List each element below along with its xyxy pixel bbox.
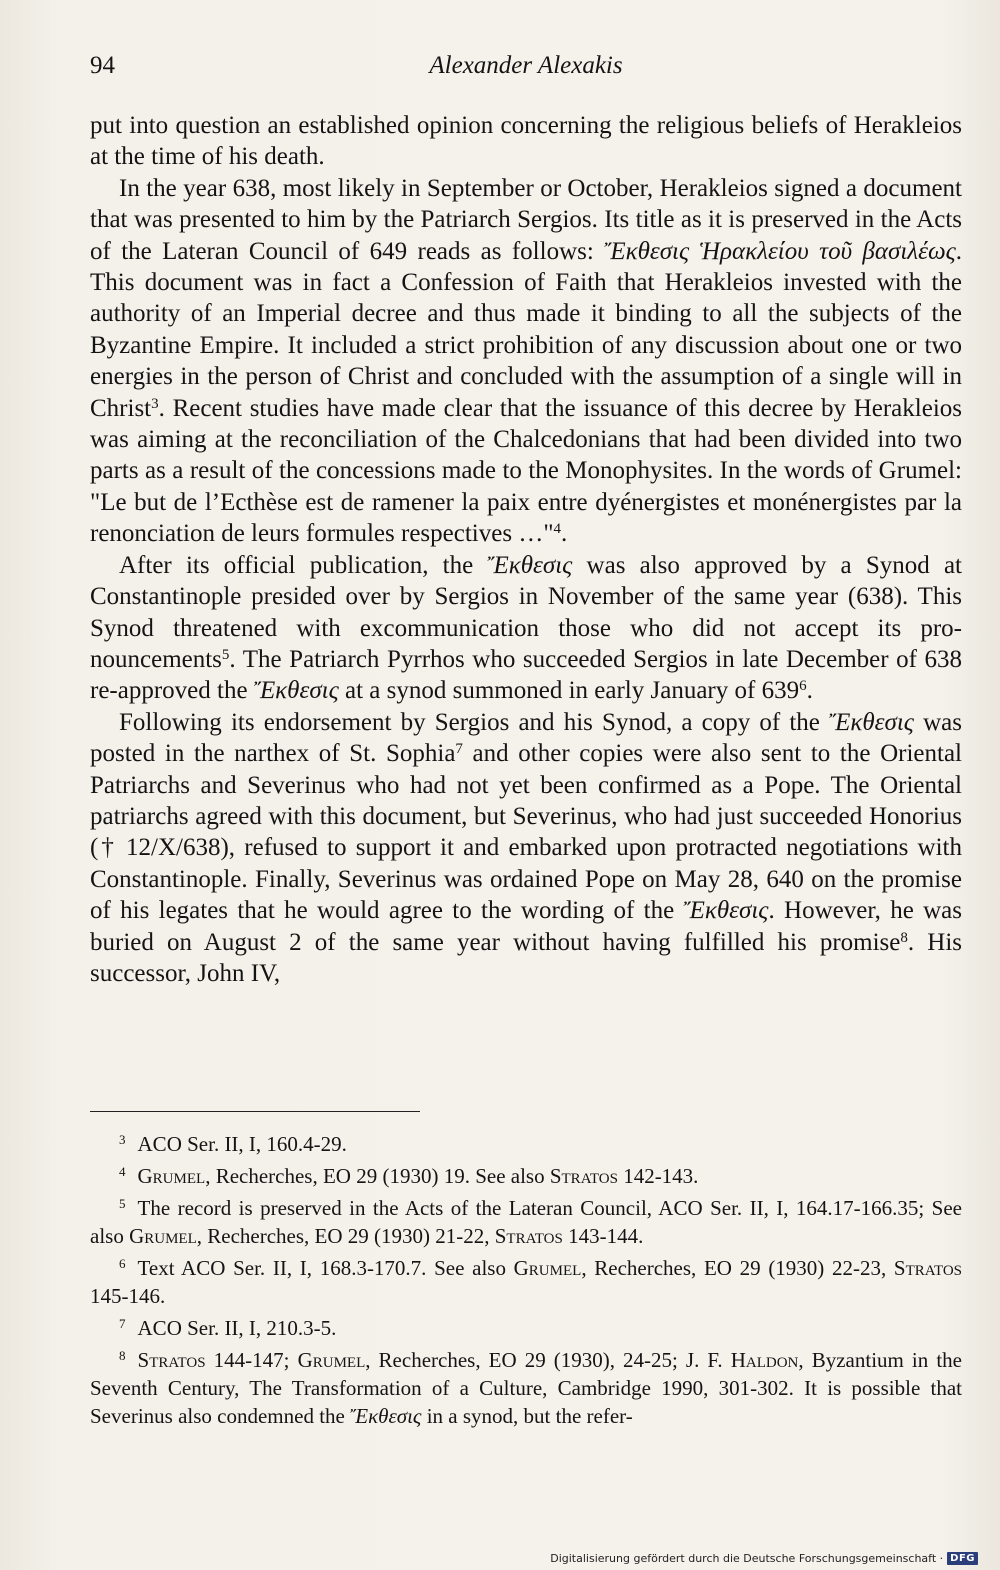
dfg-logo-icon: DFG	[947, 1552, 978, 1565]
greek-term: Ἔκθεσις	[683, 897, 769, 925]
footnote-text: 142-143.	[617, 1164, 699, 1188]
greek-term: Ἔκθεσις	[253, 677, 339, 705]
footnote-text: 143-144.	[562, 1224, 644, 1248]
author-name: Grumel	[297, 1348, 366, 1372]
footnote-number: 8	[119, 1347, 126, 1363]
author-name: Grumel	[129, 1224, 197, 1248]
text-run: put into question an established opinion concerning the religious beliefs of Herakleios at the time of his death.	[90, 112, 962, 171]
text-run: After its official publication, the	[119, 551, 488, 579]
text-run: and other copies were also sent to the Oriental Patriarchs and Severinus who had not yet been confirmed as a Pope. The Oriental patriarchs agreed with this document, but Severinus, who had just succeeded Honorius († 12/X/638), refused to support it and embarked upon protracted negotiations with Constantinople. Finally, Severinus was ordained Pope on May 28, 640 on the promise of his legates that he would agree to the wording of the	[90, 740, 963, 925]
paragraph-3	[90, 550, 962, 707]
text-run: In the year 638, most likely in September or October, Herakleios signed a document that was presented to him by the Patriarch Sergios. Its title as it is preserved in the Acts of the Lateran Council of 649 reads as follows:	[90, 174, 962, 265]
paragraph-1	[90, 110, 962, 173]
footnote-number: 5	[119, 1195, 126, 1211]
text-run: was also approved by a Synod at Constantinople presided over by Sergios in November of the same year (638). This Synod threatened with excommunication those who did not accept its pronouncements	[90, 551, 962, 673]
footnote-8	[90, 1346, 962, 1430]
greek-term: Ἔκθεσις	[350, 1404, 422, 1428]
footnote-3	[90, 1130, 962, 1158]
paragraph-4	[90, 707, 962, 990]
footnote-text: , Recherches, EO 29 (1930) 22-23,	[581, 1256, 894, 1280]
footnote-number: 4	[119, 1163, 126, 1179]
text-run: . The Patriarch Pyrrhos who succeeded Sergios in late December of 638 re-approved the	[90, 645, 962, 705]
footnote-text: , Recherches, EO 29 (1930), 24-25; J. F.	[365, 1348, 731, 1372]
footnote-ref[interactable]: 3	[151, 395, 159, 412]
text-run: at a synod summoned in early January of 639	[338, 677, 800, 705]
paragraph-2	[90, 173, 962, 550]
footnote-text: Text ACO Ser. II, I, 168.3-170.7. See also	[137, 1256, 514, 1280]
running-head-author: Alexander Alexakis	[429, 52, 623, 79]
author-name: Stratos	[494, 1224, 563, 1248]
author-name: Stratos	[893, 1256, 963, 1280]
footnote-text: ACO Ser. II, I, 210.3-5.	[137, 1316, 337, 1340]
footnote-ref[interactable]: 6	[799, 678, 807, 695]
footnote-4	[90, 1162, 962, 1190]
footnote-text: , Recherches, EO 29 (1930) 21-22,	[196, 1224, 495, 1248]
footnote-text: The record is preserved in the Acts of the Lateran Council, ACO Ser. II, I, 164.17-166.35; See also	[90, 1196, 962, 1248]
author-name: Stratos	[137, 1348, 206, 1372]
text-run: .	[806, 677, 813, 705]
page-number: 94	[90, 52, 115, 79]
footnote-text: ACO Ser. II, I, 160.4-29.	[137, 1132, 347, 1156]
footnote-5	[90, 1194, 962, 1250]
footnote-text: , Recherches, EO 29 (1930) 19. See also	[205, 1164, 550, 1188]
footnote-text: 144-147;	[205, 1348, 298, 1372]
footnote-ref[interactable]: 5	[221, 646, 230, 663]
footnote-text: in a synod, but the refer-	[421, 1404, 633, 1428]
text-run: Following its endorsement by Sergios and his Synod, a copy of the	[119, 708, 830, 736]
footnote-text: 145-146.	[90, 1284, 166, 1308]
footnote-number: 3	[119, 1131, 126, 1147]
footnote-number: 7	[119, 1315, 126, 1331]
footnote-ref[interactable]: 4	[553, 521, 562, 538]
footnote-ref[interactable]: 8	[900, 929, 908, 946]
text-run: . This document was in fact a Confession of Faith that Herakleios invested with the authority of an Imperial decree and thus made it binding to all the subjects of the Byzantine Empire. It included a strict prohibition of any discussion about one or two energies in the person of Christ and concluded with the assumption of a single will in Christ	[90, 237, 963, 422]
footnote-6	[90, 1254, 962, 1310]
author-name: Grumel	[513, 1256, 582, 1280]
text-run: was posted in the narthex of St. Sophia	[90, 708, 962, 768]
footnote-7	[90, 1314, 962, 1342]
text-run: . However, he was buried on August 2 of the same year without having fulfilled his promise	[90, 897, 962, 956]
footnote-ref[interactable]: 7	[455, 740, 463, 757]
digitization-credit	[550, 1552, 978, 1565]
text-run: .	[561, 520, 568, 548]
footnote-text: , Byzantium in the Seventh Century, The Transformation of a Culture, Cambridge 1990, 301-302. It is possible that Severinus also condemned the	[90, 1348, 962, 1428]
greek-term: Ἔκθεσις	[487, 551, 573, 579]
credit-text: Digitalisierung gefördert durch die Deutsche Forschungsgemeinschaft ·	[550, 1552, 944, 1565]
text-run: . Recent studies have made clear that the issuance of this decree by Herakleios was aiming at the reconciliation of the Chalcedonians that had been divided into two parts as a result of the concessions made to the Monophysites. In the words of Grumel: "Le but de l’Ecthèse est de ramener la paix entre dyénergistes et monénergistes par la renonciation de leurs formules respectives …"	[90, 394, 962, 548]
footnotes	[90, 1130, 962, 1434]
text-run: . His successor, John IV,	[90, 928, 962, 987]
running-head	[90, 52, 962, 84]
author-name: Grumel	[137, 1164, 206, 1188]
greek-title: Ἔκθεσις Ἡρακλείου τοῦ βασιλέως	[604, 237, 956, 265]
footnote-number: 6	[119, 1255, 126, 1271]
footnote-divider	[90, 1111, 420, 1112]
body-text	[90, 110, 962, 989]
author-name: Stratos	[549, 1164, 618, 1188]
greek-term: Ἔκθεσις	[829, 708, 914, 736]
author-name: Haldon	[730, 1348, 799, 1372]
